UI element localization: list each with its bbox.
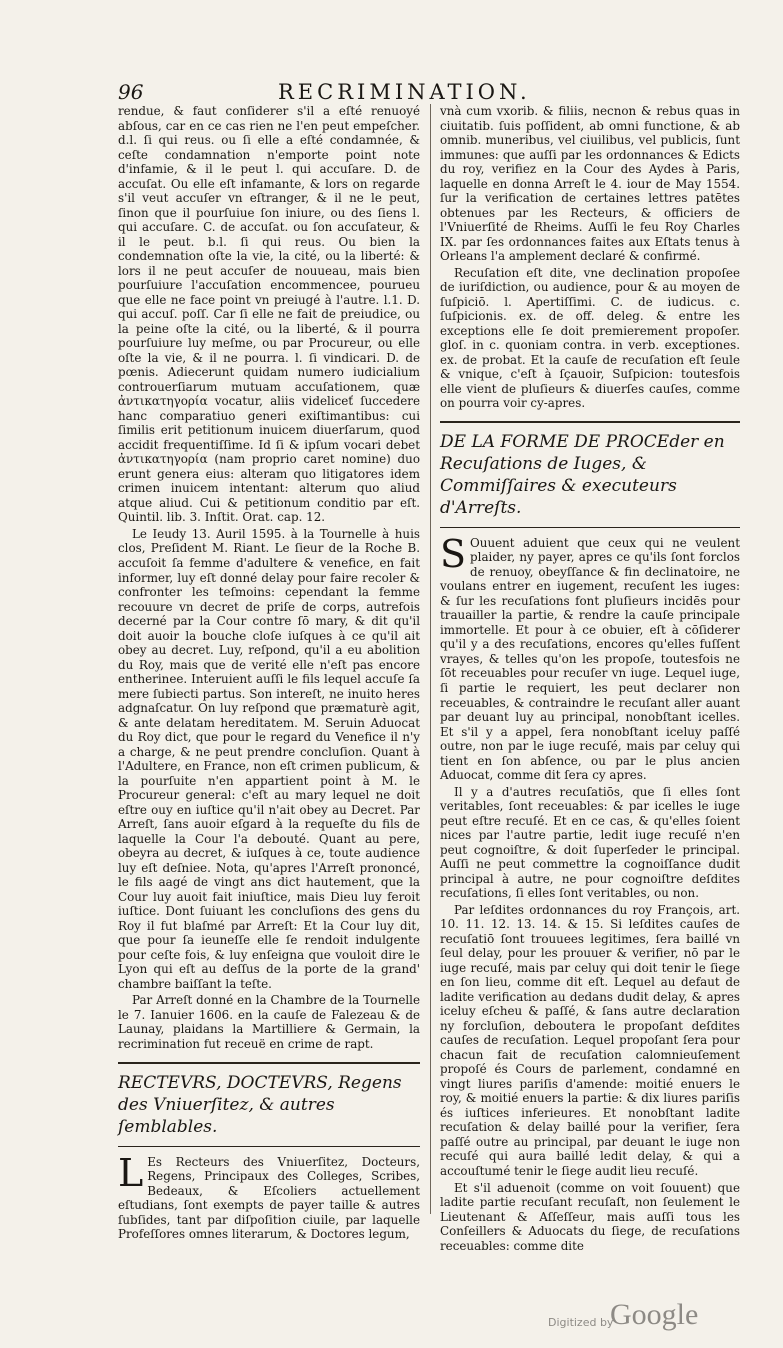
paragraph: Il y a d'autres recuſatiōs, que ſi elles ſont veritables, ſont receuables: & par icelles le iuge peut eſtre recuſé. Et en ce cas, & qu'elles ſoient nices par l'autre partie, ledit iuge recuſé n'en peut cognoiſtre, & doit ſuperſeder le principal. Auſſi ne peut commettre la cognoiſſance dudit principal à autre, ne pour cognoiſtre deſdites recuſations, ſi elles ſont veritables, ou non.	[440, 784, 740, 901]
section-heading: RECTEVRS, DOCTEVRS, Regens des Vniuerſitez, & autres ſemblables.	[118, 1062, 420, 1147]
section-paragraph	[440, 531, 740, 783]
watermark-prefix: Digitized by	[548, 1316, 614, 1329]
section-text: Ouuent aduient que ceux qui ne veulent plaider, ny payer, apres ce qu'ils ſont forclos de renuoy, obeyſſance & fin declinatoire, ne voulans entrer en iugement, recuſent les iuges: & ſur les recuſations font pluſieurs incidēs pour trauailler la partie, & rendre la cauſe principale immortelle. Et pour à ce obuier, eſt à cōſiderer qu'il y a des recuſations, encores qu'elles fuſſent vrayes, & telles qu'on les propoſe, toutesfois ne ſōt receuables pour recuſer vn iuge. Lequel iuge, ſi partie le requiert, les peut declarer non receuables, & contraindre le recuſant aller auant par deuant luy au principal, nonobſtant icelles. Et s'il y a appel, ſera nonobſtant iceluy paſſé outre, non par le iuge recuſé, mais par celuy qui tient en ſon abſence, ou par le plus ancien Aduocat, comme dit ſera cy apres.	[440, 535, 740, 783]
google-logo: Google	[610, 1298, 699, 1331]
paragraph: vnà cum vxorib. & filiis, necnon & rebus quas in ciuitatib. ſuis poſſident, ab omni functione, & ab omnib. muneribus, vel ciuilibus, vel publicis, ſunt immunes: que auſſi par les ordonnances & Edicts du roy, verifiez en la Cour des Aydes à Paris, laquelle en donna Arreſt le 4. iour de May 1554. ſur la verification de certaines lettres patētes obtenues par les Recteurs, & officiers de l'Vniuerſité de Rheims. Auſſi le feu Roy Charles IX. par ſes ordonnances faites aux Eſtats tenus à Orleans l'a amplement declaré & confirmé.	[440, 104, 740, 264]
paragraph: Le Ieudy 13. Auril 1595. à la Tournelle à huis clos, Preſident M. Riant. Le ſieur de la Roche B. accuſoit ſa femme d'adultere & venefice, en fait informer, luy eſt donné delay pour faire recoler & confronter les teſmoins: cependant la femme recouure vn decret de priſe de corps, autrefois decerné par la Cour contre ſō mary, & dit qu'il doit auoir la bouche cloſe iuſques à ce qu'il ait obey au decret. Luy, reſpond, qu'il a eu abolition du Roy, mais que de verité elle n'eſt pas encore entherinee. Interuient auſſi le fils lequel accuſe ſa mere ſubiecti partus. Son intereſt, ne inuito heres adgnaſcatur. On luy reſpond que præmaturè agit, & ante delatam hereditatem. M. Seruin Aduocat du Roy dict, que pour le regard du Venefice il n'y a charge, & ne peut prendre concluſion. Quant à l'Adultere, en France, non eſt crimen publicum, & la pourſuite n'en appartient point à M. le Procureur general: c'eſt au mary lequel ne doit eſtre ouy en iuſtice qu'il n'ait obey au Decret. Par Arreſt, ſans auoir eſgard à la requeſte du fils de laquelle la Cour l'a debouté. Quant au pere, obeyra au decret, & iuſques à ce, toute audience luy eſt deſniee. Nota, qu'apres l'Arreſt prononcé, le fils aagé de vingt ans dict hautement, que la Cour luy auoit fait iniuſtice, mais Dieu luy feroit iuſtice. Dont ſuiuant les concluſions des gens du Roy il fut blaſmé par Arreſt: Et la Cour luy dit, que pour ſa ieuneſſe elle ſe rendoit indulgente pour ceſte fois, & luy enſeigna que vouloit dire le Lyon qui eſt au deſſus de la porte de la grand' chambre baiſſant la teſte.	[118, 526, 420, 991]
page-number: 96	[118, 80, 144, 104]
paragraph: Recuſation eſt dite, vne declination propoſee de iuriſdiction, ou audience, pour & au moyen de ſuſpiciō. l. Apertiſſimi. C. de iudicus. c. ſuſpicionis. ex. de off. deleg. & entre les exceptions elle ſe doit premierement propoſer. gloſ. in c. quoniam contra. in verb. exceptiones. ex. de probat. Et la cauſe de recuſation eſt ſeule & vnique, c'eſt à ſçauoir, Suſpicion: toutesfois elle vient de pluſieurs & diuerſes cauſes, comme on pourra voir cy-apres.	[440, 265, 740, 411]
running-head	[118, 80, 738, 106]
paragraph: Et s'il aduenoit (comme on voit ſouuent) que ladite partie recuſant recuſaſt, non ſeulement le Lieutenant & Aſſeſſeur, mais auſſi tous les Conſeillers & Aduocats du ſiege, de recuſations receuables: comme dite	[440, 1180, 740, 1253]
paragraph: Par Arreſt donné en la Chambre de la Tournelle le 7. Ianuier 1606. en la cauſe de Falezeau & de Launay, plaidans la Martilliere & Germain, la recrimination fut receuë en crime de rapt.	[118, 993, 420, 1051]
page-title: RECRIMINATION.	[278, 80, 531, 104]
digitization-watermark	[548, 1298, 708, 1338]
section-text: Es Recteurs des Vniuerſitez, Docteurs, Regens, Principaux des Colleges, Scribes, Bedeaux, & Eſcoliers actuellement eſtudians, ſont exempts de payer taille & autres ſubſides, tant par diſpoſition ciuile, par laquelle Profeſſores omnes literarum, & Doctores legum,	[118, 1154, 420, 1242]
drop-cap: L	[118, 1150, 144, 1195]
section-paragraph	[118, 1150, 420, 1242]
left-column	[118, 104, 420, 1244]
right-column	[440, 104, 740, 1255]
paragraph: Par leſdites ordonnances du roy François, art. 10. 11. 12. 13. 14. & 15. Si leſdites cauſes de recuſatiō ſont trouuees legitimes, ſera baillé vn ſeul delay, pour les prouuer & verifier, nō par le iuge recuſé, mais par celuy qui doit tenir le ſiege en ſon lieu, comme dit eſt. Lequel au defaut de ladite verification au dedans dudit delay, & apres iceluy eſcheu & paſſé, & ſans autre declaration ny forcluſion, deboutera le propoſant deſdites cauſes de recuſation. Lequel propoſant ſera pour chacun fait de recuſation calomnieuſement propoſé és Cours de parlement, condamné en vingt liures pariſis d'amende: moitié enuers le roy, & moitié enuers la partie: & dix liures pariſis és iuſtices inferieures. Et nonobſtant ladite recuſation & delay baillé pour la verifier, ſera paſſé outre au principal, par deuant le iuge non recuſé qui aura baillé ledit delay, & qui a accouſtumé tenir le ſiege audit lieu recuſé.	[440, 902, 740, 1178]
drop-cap: S	[440, 531, 467, 576]
column-divider	[430, 104, 431, 1214]
section-heading: DE LA FORME DE PROCEder en Recuſations de Iuges, & Commiſſaires & executeurs d'Arreſts.	[440, 421, 740, 528]
paragraph: rendue, & faut conſiderer s'il a eſté renuoyé abſous, car en ce cas rien ne l'en peut empeſcher. d.l. ſi qui reus. ou ſi elle a eſté condamnée, & ceſte condamnation n'emporte point note d'infamie, & il le peut l. qui accuſare. D. de accuſat. Ou elle eſt infamante, & lors on regarde s'il veut accuſer vn eſtranger, & il ne le peut, ſinon que il pourſuiue ſon iniure, ou des ſiens l. qui accuſare. C. de accuſat. ou ſon accuſateur, & il le peut. b.l. ſi qui reus. Ou bien la condemnation oſte la vie, la cité, ou la liberté: & lors il ne peut accuſer de nouueau, mais bien pourſuiure l'accuſation encommencee, pourueu que elle ne face point vn preiugé à l'autre. l.1. D. qui accuſ. poſſ. Car ſi elle ne fait de preiudice, ou la peine oſte la cité, ou la liberté, & il pourra pourſuiure luy meſme, ou par Procureur, ou elle oſte la vie, & il ne pourra. l. ſi vindicari. D. de pœnis. Adiecerunt quidam numero iudicialium controuerſiarum mutuam accuſationem, quæ ἀντικατηγορία vocatur, aliis videliceť ſuccedere hanc comparatiuo generi exiſtimantibus: cui ſimilis erit petitionum inuicem diuerſarum, quod accidit frequentiſſime. Id ſi & ipſum vocari debet ἀντικατηγορία (nam proprio caret nomine) duo erunt genera eius: alteram quo litigatores idem crimen inuicem intentant: alterum quo aliud atque aliud. Cui & petitionum conditio par eſt. Quintil. lib. 3. Inſtit. Orat. cap. 12.	[118, 104, 420, 525]
